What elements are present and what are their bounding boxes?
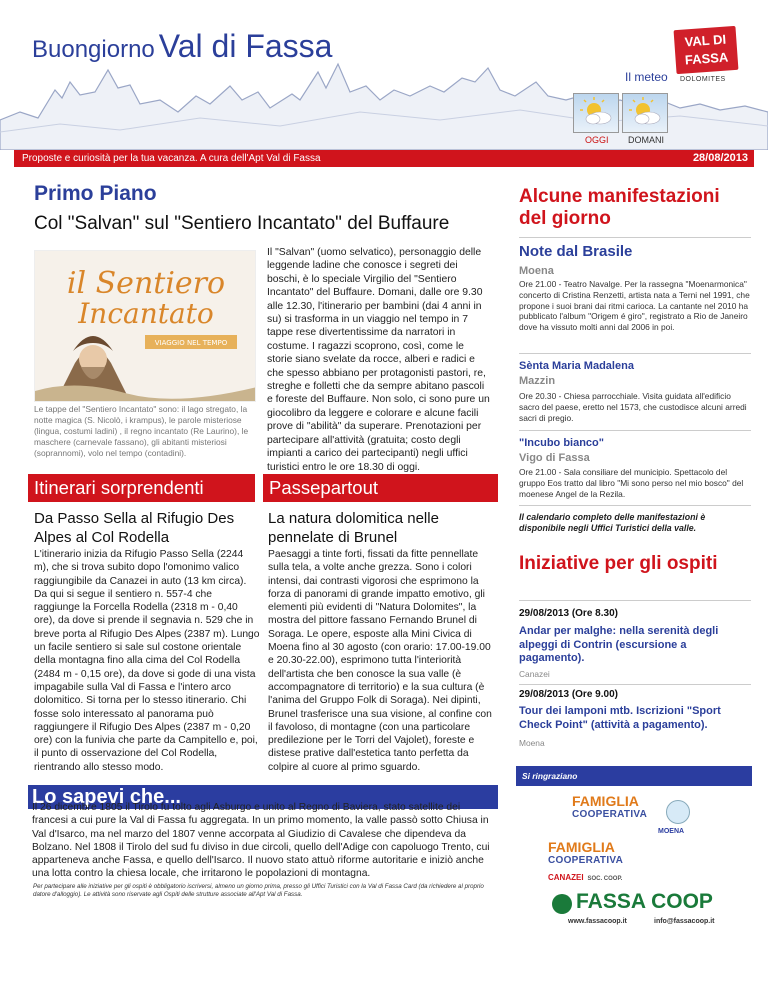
brand-part1: Buongiorno xyxy=(32,36,155,63)
sponsor1-place: MOENA xyxy=(658,828,685,835)
logo-line2: FASSA xyxy=(684,49,729,68)
manifestazioni-heading: Alcune manifestazioni del giorno xyxy=(519,186,720,229)
weather-today-label: OGGI xyxy=(585,135,609,145)
sentiero-incantato-illustration xyxy=(34,250,256,402)
meteo-label: Il meteo xyxy=(625,70,668,84)
famiglia-cooperativa-moena-logo xyxy=(572,794,647,822)
iniziativa-place: Moena xyxy=(519,738,545,748)
famiglia-cooperativa-canazei-logo xyxy=(548,840,623,886)
sponsor2-suffix: SOC. COOP. xyxy=(587,876,623,882)
val-di-fassa-logo xyxy=(674,26,739,74)
iniziativa-name[interactable]: Tour dei lamponi mtb. Iscrizioni "Sport Check Point" (attività a pagamento). xyxy=(519,705,721,731)
primo-piano-title: Col "Salvan" sul "Sentiero Incantato" del Buffaure xyxy=(34,213,450,234)
sponsor2-line2: COOPERATIVA xyxy=(548,855,624,866)
event-place: Mazzin xyxy=(519,375,556,387)
weather-tomorrow-box xyxy=(622,93,668,133)
fassa-coop-web[interactable]: www.fassacoop.it xyxy=(568,918,627,925)
event-desc: Ore 21.00 - Sala consiliare del municipio. Spettacolo del gruppo Eos tratto dal libro "Mi sono perso nel mio bosco" del moenese Angel de la Rezila. xyxy=(519,467,744,499)
divider xyxy=(519,430,751,431)
itinerari-heading: Itinerari sorprendenti xyxy=(28,474,255,502)
brand-part2: Val di Fassa xyxy=(158,28,333,64)
illustration-text-3: VIAGGIO NEL TEMPO xyxy=(154,339,228,347)
tagline-bar xyxy=(14,150,754,167)
sponsor1-line1: FAMIGLIA xyxy=(572,793,639,809)
weather-today-box xyxy=(573,93,619,133)
iniziativa-name[interactable]: Andar per malghe: nella serenità degli alpeggi di Contrin (escursione a pagamento). xyxy=(519,625,719,664)
passepartout-title: La natura dolomitica nelle pennelate di Brunel xyxy=(268,510,439,546)
event-place: Moena xyxy=(519,265,554,277)
image-caption: Le tappe del "Sentiero Incantato" sono: il lago stregato, la notte magica (S. Nicolò, i krampus), le parole misteriose (lingua, costumi ladini) , il regno incantato (Re Laurino), le maschere (carnevale fassano), gli abitanti misteriosi (soprannomi), volo nel tempo (contadini). xyxy=(34,404,249,458)
primo-piano-body: Il "Salvan" (uomo selvatico), personaggio delle leggende ladine che conosce i segreti dei boschi, è lo speciale Virgilio del "Sentiero Incantato" del Buffaure. Domani, dalle ore 9.30 alle 12.30, l'itinerario per bambini (dai 4 anni in su) si trasforma in un viaggio nel tempo in 7 tappe rese divertentissime da narratori in costume. I ragazzi scoprono, così, come le storie siano svelate da rocce, alberi e radici e che spesso abbiano per protagonisti pastori, re, streghe e folletti che da sempre abitano pascoli e foreste del Buffaure. Non solo, ci sono pure un giocolibro da leggere e colorare e alcune facili prove di "abilità" da superare. Prenotazioni per partecipare all'attività (gratuita; costo degli impianti a carico dei partecipanti) negli uffici turistici entro le ore 18.30 di oggi. xyxy=(267,247,490,473)
sapevi-body: Il 26 dicembre 1805 il Tirolo fu tolto agli Asburgo e unito al Regno di Baviera, stato satellite dei francesi a cui pure la Val di Fassa fu aggregata. In un primo momento, la valle passò sotto Chiusa in Val d'Isarco, ma nel marzo del 1807 venne accorpata al Giudizio di Cavalese che dipendeva da Bolzano. Nel 1808 il Tirolo del sud fu diviso in due circoli, quello dell'Adige con capoluogo Trento, cui apparteneva anche Fassa, e quello dell'Isarco. Il nuovo stato attuò riforme autoritarie e iniziò anche una lotta contro la chiesa locale, che irritarono le popolazioni di montagna. xyxy=(32,802,490,880)
iniziative-heading: Iniziative per gli ospiti xyxy=(519,553,718,574)
divider xyxy=(519,600,751,601)
footnote: Per partecipare alle iniziative per gli ospiti è obbligatorio iscriversi, almeno un giorno prima, presso gli Uffici Turistici con la Val di Fassa Card (da richiedere al proprio datore d'alloggio). Le attività sono riservate agli Ospiti delle strutture associate all'Apt Val di Fassa. xyxy=(33,883,484,898)
tagline: Proposte e curiosità per la tua vacanza. A cura dell'Apt Val di Fassa xyxy=(22,153,321,164)
itinerari-title: Da Passo Sella al Rifugio Des Alpes al Col Rodella xyxy=(34,510,235,546)
event-desc: Ore 21.00 - Teatro Navalge. Per la rassegna "Moenarmonica" concerto di Cristina Renzetti, artista nata a Terni nel 1991, che propone i suoi brani dai ritmi carioca. La cantante nel 2010 ha pubblicato l'album "Origem é giro", registrato a Rio de Janeiro dove ha vissuto molti anni dal 2006 in poi. xyxy=(519,279,750,333)
illustration-text-1: il Sentiero xyxy=(66,266,226,301)
iniziativa-date: 29/08/2013 (Ore 9.00) xyxy=(519,689,618,700)
fassa-coop-name: FASSA COOP xyxy=(576,890,713,913)
passepartout-heading: Passepartout xyxy=(263,474,498,502)
sapevi-heading: Lo sapevi che... xyxy=(28,785,498,809)
primo-piano-heading: Primo Piano xyxy=(34,182,157,205)
iniziativa-date: 29/08/2013 (Ore 8.30) xyxy=(519,608,618,619)
issue-date: 28/08/2013 xyxy=(692,152,748,164)
itinerari-body: L'itinerario inizia da Rifugio Passo Sella (2244 m), che si trova subito dopo l'omonimo valico raggiungibile da Canazei in auto (13 km circa). Da qui si segue il sentiero n. 557-4 che raggiunge la Forcella Rodella (2318 m - 0,40 ore), da dove si prende il segnavia n. 529 che in breve porta al Rifugio Des Alpes (2387 m). Lungo un facile sentiero si sale sul costone orientale della montagna fino alla cima del Col Rodella (2484 m - 0,15 ore), da dove si gode di una vista impagabile sulla Val di Fassa e l'intero arco dolomitico. Si torna per lo stesso itinerario. Chi fosse solo interessato al panorama può raggiungere il Rifugio Des Alpes (2387 m - 0,20 ore) con la funivia che parte da Campitello e, poi, il punto di osservazione del Col Rodella, rientrando allo stesso modo. xyxy=(34,549,260,773)
event-title: Sènta Maria Madalena xyxy=(519,360,634,372)
weather-tomorrow-label: DOMANI xyxy=(628,135,664,145)
brand-title xyxy=(32,28,332,65)
divider xyxy=(519,237,751,238)
sponsor2-line1: FAMIGLIA xyxy=(548,839,615,855)
divider xyxy=(519,353,751,354)
event-desc: Ore 20.30 - Chiesa parrocchiale. Visita guidata all'edificio sacro del paese, eretto nel 1573, che custodisce alcuni arredi sacri di pregio. xyxy=(519,391,747,423)
divider xyxy=(519,505,751,506)
illustration-text-2: Incantato xyxy=(78,297,214,330)
event-place: Vigo di Fassa xyxy=(519,452,590,464)
fassa-coop-email[interactable]: info@fassacoop.it xyxy=(654,918,715,925)
sun-cloud-icon xyxy=(574,94,618,132)
header xyxy=(0,0,768,150)
iniziativa-place: Canazei xyxy=(519,669,550,679)
fassa-coop-logo-icon xyxy=(552,894,572,914)
sponsor-box xyxy=(516,766,752,966)
calendar-note: Il calendario completo delle manifestazioni è disponibile negli Uffici Turistici della valle. xyxy=(519,512,706,533)
event-title: "Incubo bianco" xyxy=(519,437,604,449)
illustration-icon xyxy=(35,251,256,402)
event-title: Note dal Brasile xyxy=(519,243,633,260)
moena-badge-icon xyxy=(666,800,690,824)
divider xyxy=(519,684,751,685)
sponsor1-line2: COOPERATIVA xyxy=(572,809,648,820)
sponsor2-place: CANAZEI xyxy=(548,873,584,882)
logo-line1: VAL DI xyxy=(684,31,727,50)
passepartout-body: Paesaggi a tinte forti, fissati da fitte pennellate sulla tela, a volte anche grezza. Sono i colori intensi, dai contrasti vigorosi che esprimono la forza di panorami di grande impatto emotivo, gli elementi più evidenti di "Natura Dolomites", la mostra del pittore fassano Fernando Brunel di Soraga. Le opere, esposte alla Mini Civica di Moena fino al 30 agosto (con orario: 17.00-19.00 e 20.30-22.00), esprimono tutta l'interiorità dell'artista che ben conosce la sua valle (è accompagnatore di territorio) e la sua cultura (è l'anima del Gruppo Folk di Soraga). Nei dipinti, Brunel trasferisce una sua visione, al confine con il favoloso, di montagne (con una particolare predilezione per le Torri del Vajolet), foreste e distese prative dall'estetica tanto perfetta da colpire al cuore al primo sguardo. xyxy=(268,549,492,773)
logo-subtitle: DOLOMITES xyxy=(680,76,726,83)
sponsor-heading: Si ringraziano xyxy=(516,766,752,786)
sun-cloud-icon xyxy=(623,94,667,132)
